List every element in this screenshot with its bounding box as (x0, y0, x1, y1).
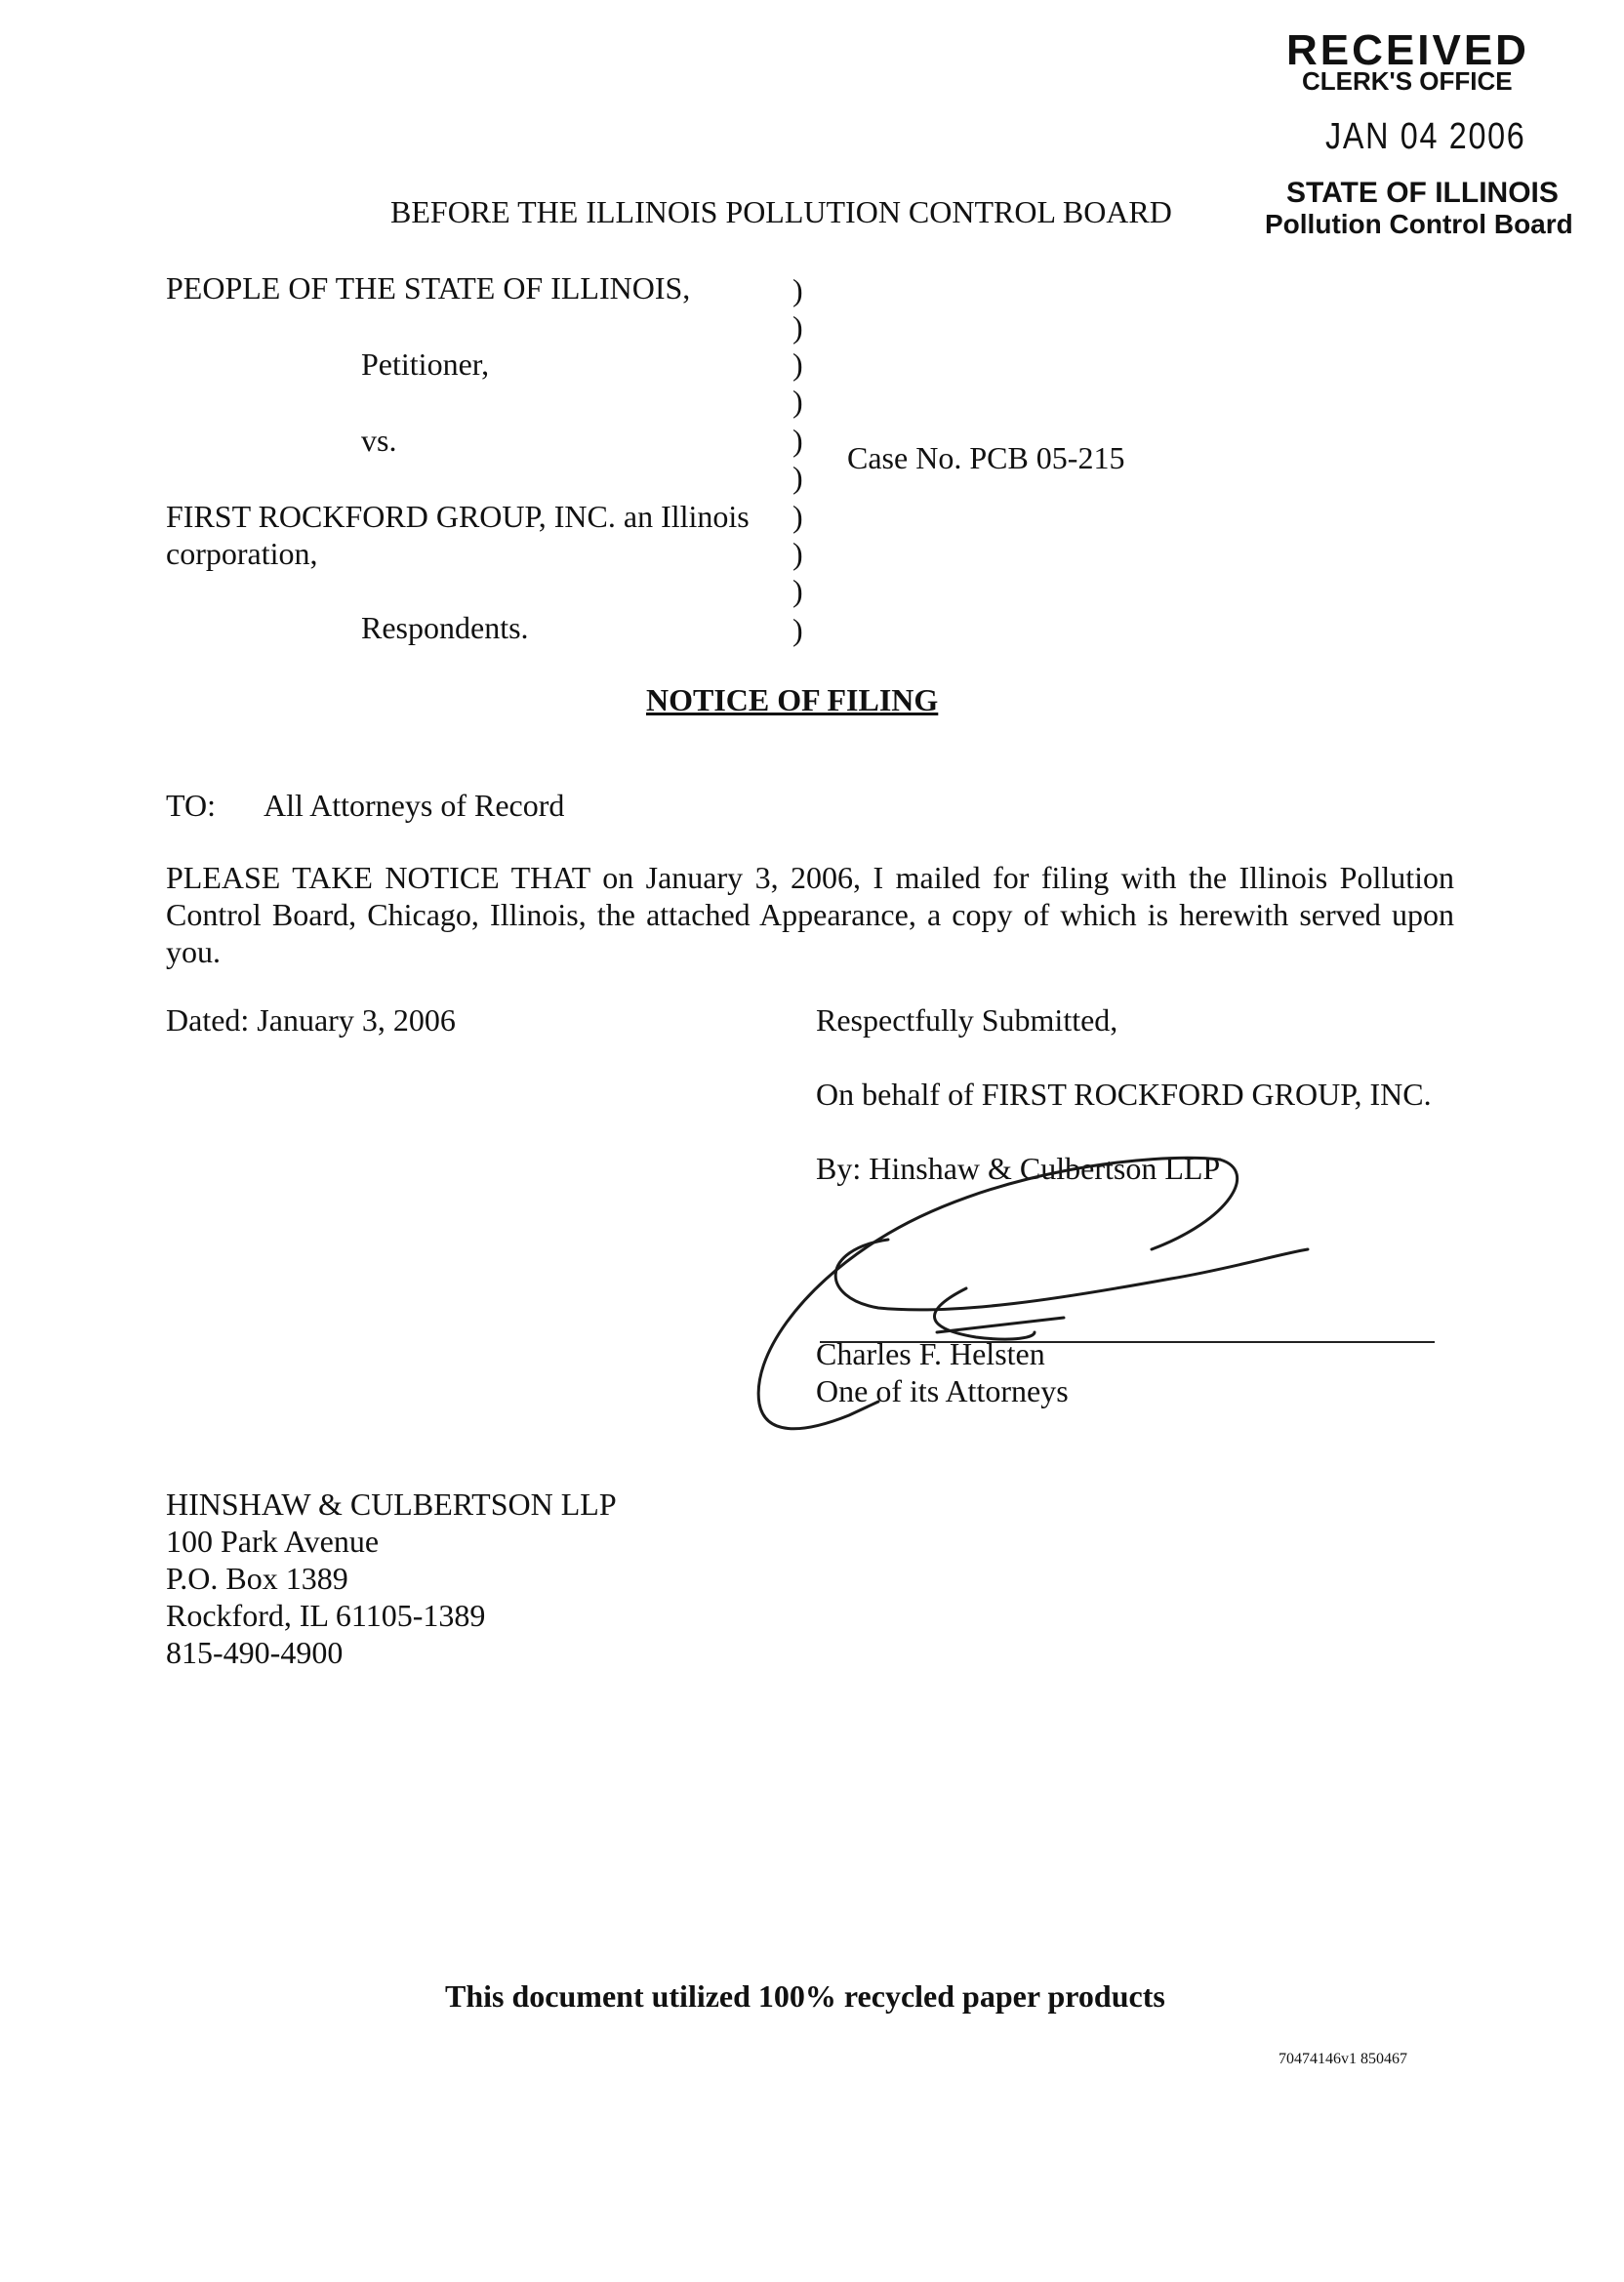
to-label: TO: (166, 788, 216, 823)
notice-body: PLEASE TAKE NOTICE THAT on January 3, 2006, I mailed for filing with the Illinois Pollution Control Board, Chicago, Illinois, the attached Appearance, a copy of which is herewith served upon you. (166, 860, 1454, 969)
stamp-received: RECEIVED (1286, 26, 1529, 74)
notice-heading: NOTICE OF FILING (646, 682, 939, 717)
court-title: BEFORE THE ILLINOIS POLLUTION CONTROL BOARD (390, 194, 1172, 229)
caption-role2: Respondents. (361, 610, 529, 645)
caption-parenthesis: ) (792, 309, 803, 345)
signer-role: One of its Attorneys (816, 1373, 1069, 1408)
caption-parenthesis: ) (792, 536, 803, 571)
caption-parenthesis: ) (792, 346, 803, 382)
firm-phone: 815-490-4900 (166, 1635, 344, 1670)
caption-vs: vs. (361, 423, 397, 458)
caption-role1: Petitioner, (361, 346, 490, 382)
caption-parenthesis: ) (792, 384, 803, 419)
stamp-clerks-office: CLERK'S OFFICE (1302, 66, 1513, 96)
stamp-date: JAN 04 2006 (1325, 116, 1526, 157)
caption-parenthesis: ) (792, 573, 803, 608)
recycled-note: This document utilized 100% recycled paper products (445, 1978, 1165, 2014)
document-id: 70474146v1 850467 (1279, 2051, 1407, 2067)
caption-party2-line1: FIRST ROCKFORD GROUP, INC. an Illinois (166, 499, 750, 534)
to-value: All Attorneys of Record (264, 788, 565, 823)
caption-parenthesis: ) (792, 612, 803, 647)
caption-parenthesis: ) (792, 460, 803, 495)
caption-parenthesis: ) (792, 499, 803, 534)
by-firm: By: Hinshaw & Culbertson LLP (816, 1151, 1221, 1186)
firm-name: HINSHAW & CULBERTSON LLP (166, 1487, 617, 1522)
caption-parenthesis: ) (792, 272, 803, 307)
signer-name: Charles F. Helsten (816, 1336, 1045, 1371)
caption-party1: PEOPLE OF THE STATE OF ILLINOIS, (166, 270, 691, 306)
dated-line: Dated: January 3, 2006 (166, 1002, 456, 1038)
firm-address-line2: P.O. Box 1389 (166, 1561, 348, 1596)
respectfully-submitted: Respectfully Submitted, (816, 1002, 1118, 1038)
stamp-state: STATE OF ILLINOIS (1286, 177, 1559, 209)
stamp-board: Pollution Control Board (1265, 209, 1573, 239)
caption-parenthesis: ) (792, 423, 803, 458)
caption-party2-line2: corporation, (166, 536, 318, 571)
firm-address-line3: Rockford, IL 61105-1389 (166, 1598, 486, 1633)
case-number: Case No. PCB 05-215 (847, 440, 1125, 475)
firm-address-line1: 100 Park Avenue (166, 1524, 380, 1559)
on-behalf-of: On behalf of FIRST ROCKFORD GROUP, INC. (816, 1077, 1432, 1112)
